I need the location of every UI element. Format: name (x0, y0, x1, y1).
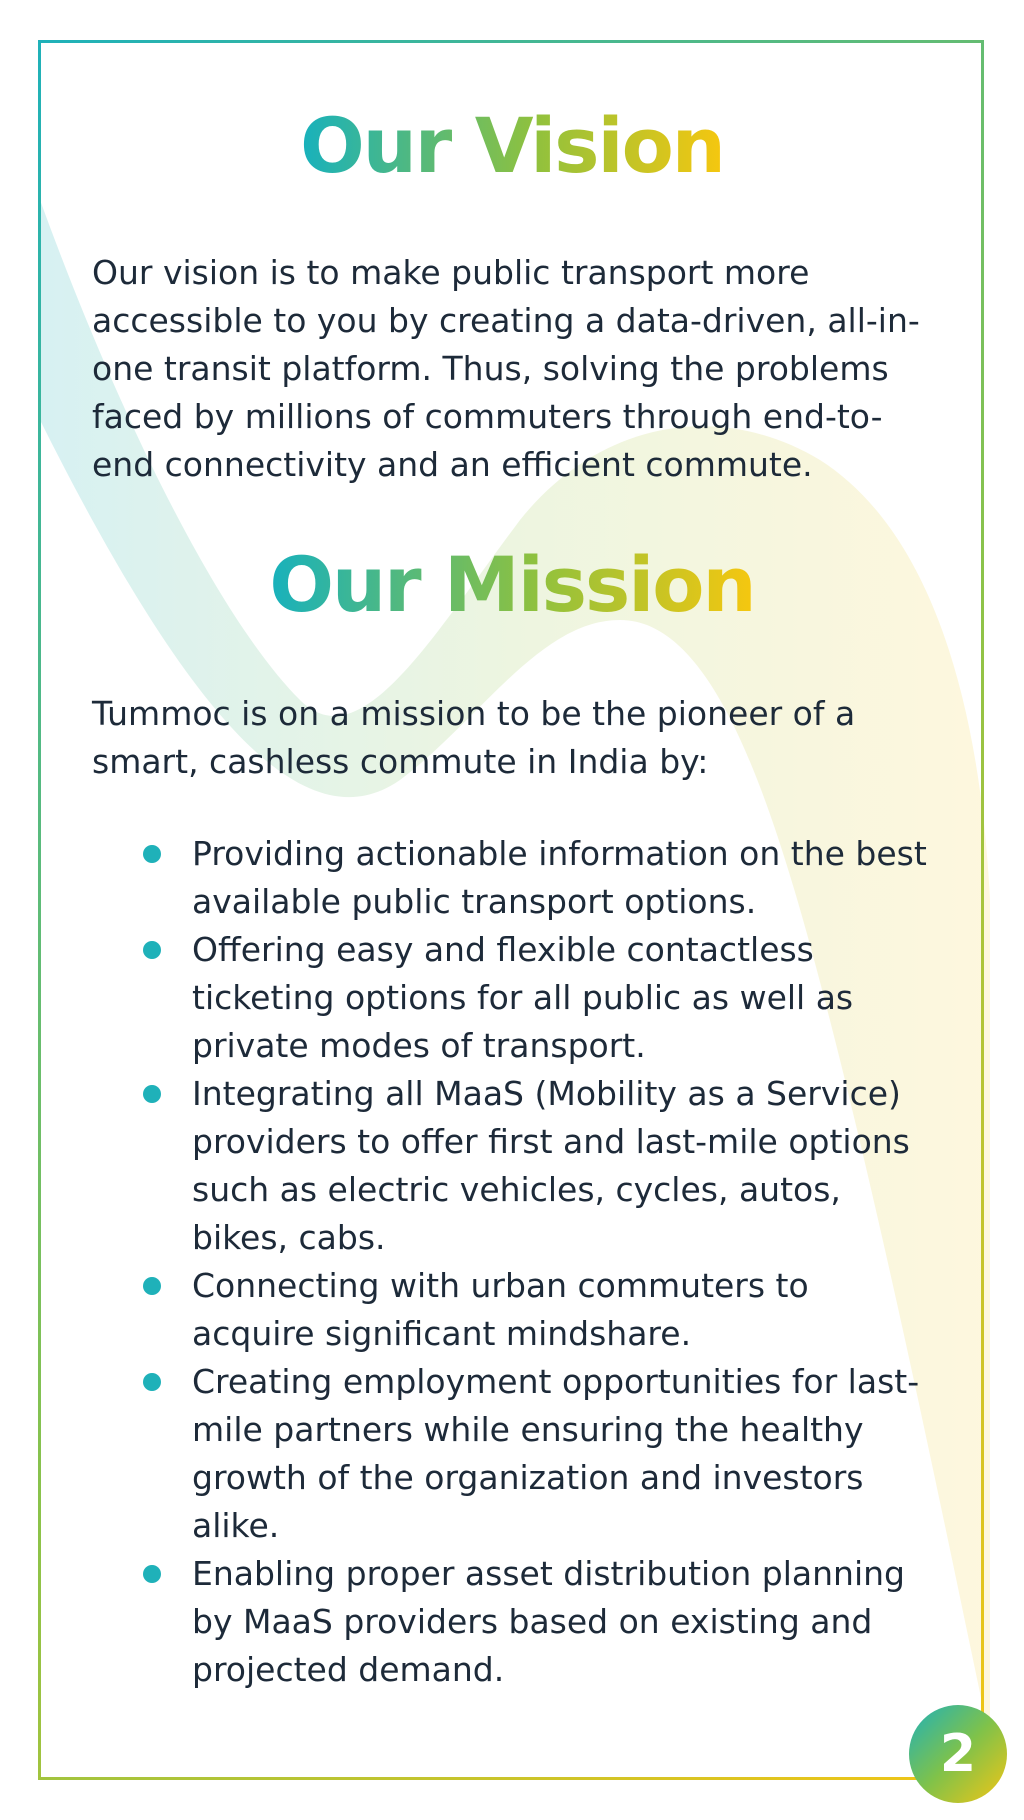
bullet-dot-icon (143, 1565, 161, 1583)
bullet-dot-icon (143, 845, 161, 863)
mission-item (92, 1262, 932, 1358)
bullet-dot-icon (143, 941, 161, 959)
bullet-dot-icon (143, 1277, 161, 1295)
mission-item-text: Enabling proper asset distribution planning by MaaS providers based on existing and projected demand. (192, 1554, 905, 1690)
mission-item-text: Offering easy and flexible contactless ticketing options for all public as well as private modes of transport. (192, 930, 854, 1066)
vision-paragraph: Our vision is to make public transport more accessible to you by creating a data-driven, all-in-one transit platform. Thus, solving the problems faced by millions of commuters through end-to-end connectivity and an efficient commute. (92, 253, 920, 485)
page-content (92, 100, 932, 1694)
vision-heading: Our Vision (300, 101, 724, 190)
mission-item (92, 1358, 932, 1550)
mission-item (92, 1550, 932, 1694)
bullet-dot-icon (143, 1373, 161, 1391)
mission-heading: Our Mission (269, 540, 755, 630)
mission-list (92, 830, 932, 1694)
mission-item-text: Creating employment opportunities for last-mile partners while ensuring the healthy growth of the organization and investors alike. (192, 1362, 920, 1546)
bullet-dot-icon (143, 1085, 161, 1103)
mission-intro: Tummoc is on a mission to be the pioneer of a smart, cashless commute in India by: (92, 694, 856, 782)
mission-item (92, 830, 932, 926)
page-number-badge: 2 (909, 1705, 1007, 1803)
mission-item-text: Connecting with urban commuters to acquire significant mindshare. (192, 1266, 809, 1354)
mission-item (92, 1070, 932, 1262)
mission-item-text: Providing actionable information on the best available public transport options. (192, 834, 927, 922)
mission-item-text: Integrating all MaaS (Mobility as a Service) providers to offer first and last-mile options such as electric vehicles, cycles, autos, bikes, cabs. (192, 1074, 910, 1258)
mission-item (92, 926, 932, 1070)
